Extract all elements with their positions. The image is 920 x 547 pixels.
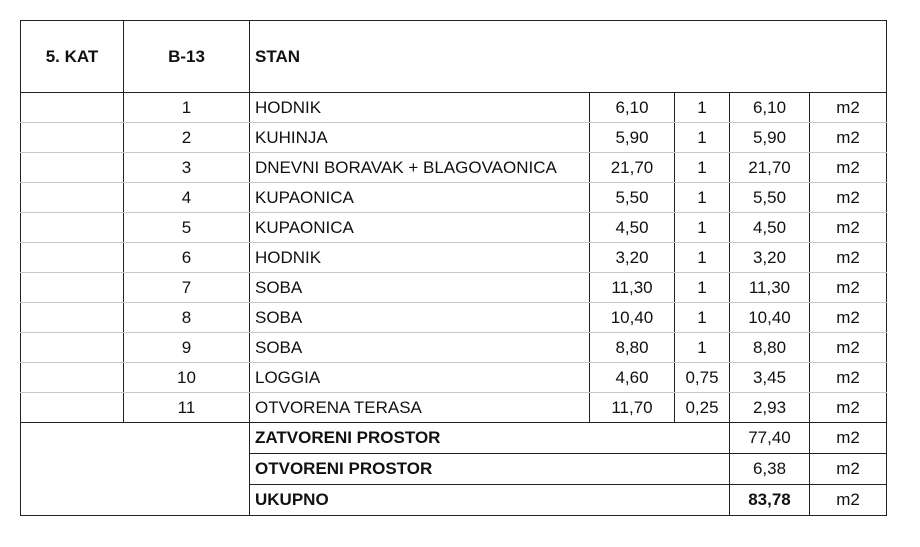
row-floor-cell [21,393,124,423]
room-number: 3 [124,153,250,183]
room-net-area: 10,40 [730,303,810,333]
table-row [21,243,887,273]
table-row [21,213,887,243]
room-unit: m2 [810,183,887,213]
room-unit: m2 [810,213,887,243]
room-area: 3,20 [590,243,675,273]
room-net-area: 5,90 [730,123,810,153]
room-number: 8 [124,303,250,333]
room-number: 1 [124,93,250,123]
room-area: 6,10 [590,93,675,123]
table-body [21,21,887,516]
table-header-row [21,21,887,93]
unit-code: B-13 [124,21,250,93]
room-number: 2 [124,123,250,153]
room-net-area: 8,80 [730,333,810,363]
row-floor-cell [21,183,124,213]
total-unit: m2 [810,485,887,516]
room-coefficient: 1 [675,273,730,303]
room-area: 4,60 [590,363,675,393]
room-net-area: 4,50 [730,213,810,243]
room-name: KUPAONICA [250,183,590,213]
table-row [21,123,887,153]
room-unit: m2 [810,153,887,183]
room-name: SOBA [250,333,590,363]
total-row [21,423,887,454]
room-coefficient: 1 [675,153,730,183]
room-name: LOGGIA [250,363,590,393]
table-row [21,153,887,183]
room-number: 7 [124,273,250,303]
total-label: UKUPNO [250,485,730,516]
table-row [21,183,887,213]
room-coefficient: 1 [675,243,730,273]
room-name: KUPAONICA [250,213,590,243]
room-coefficient: 0,75 [675,363,730,393]
row-floor-cell [21,213,124,243]
room-area: 11,70 [590,393,675,423]
row-floor-cell [21,273,124,303]
row-floor-cell [21,93,124,123]
room-area: 4,50 [590,213,675,243]
room-unit: m2 [810,273,887,303]
room-area: 21,70 [590,153,675,183]
total-unit: m2 [810,423,887,454]
room-name: HODNIK [250,93,590,123]
table-row [21,93,887,123]
room-unit: m2 [810,93,887,123]
unit-type-label: STAN [250,21,887,93]
room-number: 4 [124,183,250,213]
room-unit: m2 [810,393,887,423]
row-floor-cell [21,333,124,363]
room-number: 5 [124,213,250,243]
row-floor-cell [21,153,124,183]
room-net-area: 2,93 [730,393,810,423]
area-specification-sheet [20,20,887,516]
room-area: 10,40 [590,303,675,333]
room-coefficient: 1 [675,183,730,213]
row-floor-cell [21,303,124,333]
room-number: 9 [124,333,250,363]
total-label: ZATVORENI PROSTOR [250,423,730,454]
room-net-area: 3,45 [730,363,810,393]
table-row [21,363,887,393]
area-specification-table [20,20,887,516]
room-coefficient: 0,25 [675,393,730,423]
room-area: 8,80 [590,333,675,363]
room-coefficient: 1 [675,303,730,333]
row-floor-cell [21,123,124,153]
total-value: 83,78 [730,485,810,516]
room-name: SOBA [250,303,590,333]
room-net-area: 6,10 [730,93,810,123]
room-unit: m2 [810,333,887,363]
room-name: KUHINJA [250,123,590,153]
room-net-area: 21,70 [730,153,810,183]
room-name: DNEVNI BORAVAK + BLAGOVAONICA [250,153,590,183]
room-unit: m2 [810,303,887,333]
room-number: 10 [124,363,250,393]
row-floor-cell [21,363,124,393]
total-unit: m2 [810,454,887,485]
table-row [21,393,887,423]
floor-label: 5. KAT [21,21,124,93]
room-number: 6 [124,243,250,273]
room-area: 5,90 [590,123,675,153]
room-name: OTVORENA TERASA [250,393,590,423]
table-row [21,333,887,363]
room-net-area: 11,30 [730,273,810,303]
room-unit: m2 [810,243,887,273]
room-coefficient: 1 [675,213,730,243]
room-number: 11 [124,393,250,423]
room-net-area: 3,20 [730,243,810,273]
row-floor-cell [21,243,124,273]
room-unit: m2 [810,363,887,393]
room-area: 11,30 [590,273,675,303]
room-coefficient: 1 [675,123,730,153]
totals-blank-cell [21,423,250,516]
room-unit: m2 [810,123,887,153]
room-name: SOBA [250,273,590,303]
total-value: 6,38 [730,454,810,485]
table-row [21,273,887,303]
table-row [21,303,887,333]
room-name: HODNIK [250,243,590,273]
room-net-area: 5,50 [730,183,810,213]
total-value: 77,40 [730,423,810,454]
room-coefficient: 1 [675,93,730,123]
total-label: OTVORENI PROSTOR [250,454,730,485]
room-area: 5,50 [590,183,675,213]
room-coefficient: 1 [675,333,730,363]
